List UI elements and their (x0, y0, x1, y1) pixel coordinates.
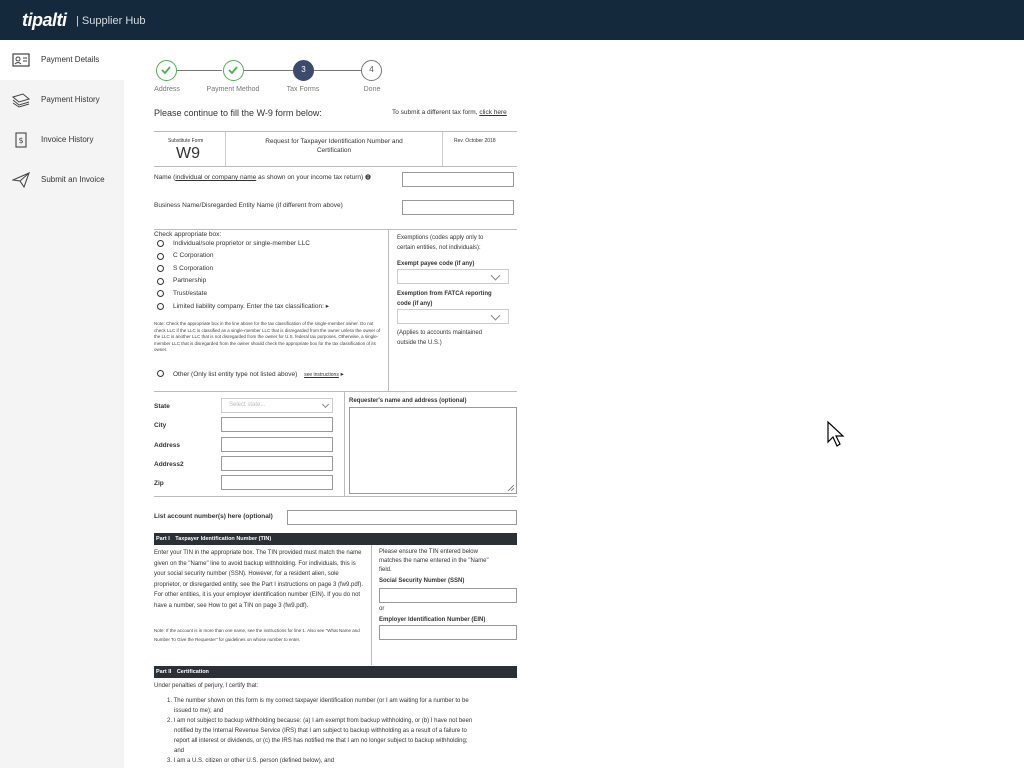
step-connector (177, 70, 222, 71)
step-payment-done-icon[interactable] (223, 60, 244, 81)
zip-label: Zip (154, 480, 164, 487)
id-card-icon (12, 52, 30, 68)
arrow-icon: ▸ (340, 371, 344, 378)
chevron-down-icon (322, 401, 329, 408)
certification-line: 3. I am a U.S. citizen or other U.S. person (defined below), and (167, 758, 335, 764)
other-label-text: Other (Only list entity type not listed above) (173, 371, 298, 378)
sidebar-item-label: Payment Details (41, 55, 100, 64)
other-label (173, 370, 344, 378)
radio-label: Limited liability company. Enter the tax classification: ▸ (173, 303, 329, 310)
account-label: List account number(s) here (optional) (154, 513, 273, 520)
radio-individual[interactable] (157, 240, 164, 247)
step-connector (314, 70, 361, 71)
applies-note (397, 329, 482, 348)
applies-note-line: outside the U.S.) (397, 339, 442, 346)
chevron-down-icon (491, 311, 501, 321)
radio-s-corporation[interactable] (157, 265, 164, 272)
different-form-text (392, 109, 507, 116)
ssn-label: Social Security Number (SSN) (379, 578, 465, 584)
radio-llc[interactable] (157, 303, 164, 310)
sidebar-item-submit-invoice[interactable] (0, 160, 124, 200)
sidebar-item-invoice-history[interactable] (0, 120, 124, 160)
divider (344, 391, 345, 496)
intro-text: Please continue to fill the W-9 form below: (154, 108, 322, 118)
step-done-pending: 4 (361, 60, 382, 81)
fatca-label-line: Exemption from FATCA reporting (397, 291, 492, 297)
certification-line: report all interest or dividends, or (c) the IRS has notified me that I am no longer subject to backup withholding; (174, 738, 468, 744)
sidebar-item-label: Invoice History (41, 135, 94, 144)
ssn-input[interactable] (379, 588, 517, 603)
see-instructions-link[interactable]: see instructions (304, 372, 339, 378)
account-input[interactable] (287, 510, 517, 525)
tin-ensure-line: Please ensure the TIN entered below (379, 549, 478, 555)
part1-text: Enter your TIN in the appropriate box. The TIN provided must match the name given on the "Name" line to avoid backup withholding. For individuals, this is your social security number (SSN). However, for a resident alien, sole proprietor, or disregarded entity, see the Part I instructions on page 3 (fw9.pdf). For other entities, it is your employer identification number (EIN). If you do not have a number, see How to get a TIN on page 3 (fw9.pdf). (154, 550, 364, 609)
state-label: State (154, 403, 170, 410)
sidebar-item-label: Payment History (41, 95, 100, 104)
address2-label: Address2 (154, 461, 184, 468)
form-title (226, 138, 442, 154)
mouse-cursor-icon (826, 420, 846, 448)
radio-other[interactable] (157, 370, 164, 377)
info-icon[interactable] (365, 174, 371, 180)
fatca-label (397, 290, 492, 309)
certification-items (167, 696, 517, 766)
part1-note: Note: If the account is in more than one name, see the instructions for line 1. Also see "What Name and Number To Give the Requester" for guidelines on whose number to enter. (154, 628, 360, 642)
step-address-done-icon[interactable] (156, 60, 177, 81)
address-input[interactable] (221, 437, 333, 452)
city-label: City (154, 422, 167, 429)
part2-bar-prefix: Part II (156, 669, 172, 675)
step-label: Done (363, 86, 381, 93)
radio-label: S Corporation (173, 265, 214, 272)
exemptions-intro (397, 234, 483, 253)
ein-label: Employer Identification Number (EIN) (379, 617, 486, 623)
send-icon (12, 172, 30, 188)
radio-trust-estate[interactable] (157, 290, 164, 297)
divider (154, 391, 517, 392)
step-label: Address (154, 86, 180, 93)
certification-line: and (174, 748, 185, 754)
divider (388, 229, 389, 391)
certification-intro: Under penalties of perjury, I certify that: (154, 683, 259, 689)
radio-c-corporation[interactable] (157, 253, 164, 260)
sidebar-item-label: Submit an Invoice (41, 175, 105, 184)
step-tax-forms-current: 3 (293, 60, 314, 81)
part2-bar-title: Certification (176, 669, 209, 675)
tipalti-logo[interactable]: tipalti (22, 10, 67, 30)
step-connector (244, 70, 293, 71)
city-input[interactable] (221, 417, 333, 432)
part2-bar (154, 666, 517, 678)
tin-ensure-line: field. (379, 567, 392, 573)
invoice-dollar-icon (12, 132, 30, 148)
exempt-payee-select[interactable] (397, 269, 509, 284)
exempt-payee-label: Exempt payee code (if any) (397, 261, 475, 267)
certification-line: 1. The number shown on this form is my correct taxpayer identification number (or I am waiting for a number to be (167, 698, 469, 704)
state-select[interactable] (221, 398, 333, 413)
chevron-down-icon (491, 271, 501, 281)
top-bar (0, 0, 1024, 40)
address2-input[interactable] (221, 456, 333, 471)
name-link[interactable]: individual or company name (175, 174, 257, 181)
classification-heading: Check appropriate box: (154, 231, 222, 238)
different-form-prefix: To submit a different tax form, (392, 109, 478, 116)
certification-line: 2. I am not subject to backup withholding because: (a) I am exempt from backup withholding, or (b) I have not been (167, 718, 473, 724)
divider (154, 496, 517, 497)
radio-label: Partnership (173, 277, 207, 284)
requester-textarea[interactable] (349, 407, 517, 494)
fatca-select[interactable] (397, 309, 509, 324)
exemptions-intro-line: Exemptions (codes apply only to (397, 235, 484, 241)
name-label-suffix: as shown on your income tax return) (256, 174, 364, 181)
click-here-link[interactable]: click here (479, 109, 507, 116)
name-input[interactable] (402, 172, 514, 187)
radio-partnership[interactable] (157, 278, 164, 285)
llc-note: Note: Check the appropriate box in the line above for the tax classification of the single-member owner. Do not check LLC if the LLC is classified as a single-member LLC that is disregarded from the owner unless the owner of the LLC is another LLC that is not disregarded from the owner for U.S. federal tax purposes. Otherwise, a single-member LLC that is disregarded from the owner should check the appropriate box for the tax classification of its owner. (154, 321, 381, 353)
or-label: or (379, 606, 385, 612)
exemptions-intro-line: certain entities, not individuals): (397, 244, 481, 251)
business-name-input[interactable] (402, 200, 514, 215)
business-name-label: Business Name/Disregarded Entity Name (if different from above) (154, 202, 343, 209)
form-title-line: Certification (316, 147, 352, 154)
sidebar-item-payment-history[interactable] (0, 80, 124, 120)
tin-ensure-line: matches the name entered in the "Name" (379, 558, 489, 564)
divider (154, 229, 517, 230)
form-name: W9 (176, 145, 200, 162)
address-label: Address (154, 442, 181, 449)
certification-line: notified by the Internal Revenue Service (IRS) that I am subject to backup withholding as a result of a failure to (174, 728, 467, 734)
radio-label: C Corporation (173, 252, 214, 259)
fatca-label-line: code (if any) (397, 300, 433, 307)
zip-input[interactable] (221, 475, 333, 490)
divider (371, 545, 372, 665)
name-label (154, 174, 371, 181)
money-stack-icon (12, 92, 30, 108)
applies-note-line: (Applies to accounts maintained (397, 330, 483, 336)
part1-bar-title: Taxpayer Identification Number (TIN) (175, 536, 272, 542)
app-name: | Supplier Hub (76, 15, 146, 27)
resize-handle-icon[interactable] (507, 484, 515, 492)
svg-text:$: $ (18, 136, 24, 145)
radio-label: Individual/sole proprietor or single-member LLC (173, 240, 310, 247)
revision-date: Rev. October 2018 (454, 138, 496, 144)
certification-line: issued to me); and (174, 708, 224, 714)
substitute-form-label: Substitute Form (168, 138, 204, 144)
ein-input[interactable] (379, 625, 517, 640)
step-label: Payment Method (206, 86, 260, 93)
sidebar-item-payment-details[interactable] (0, 40, 124, 80)
tin-ensure-note (379, 548, 489, 575)
part1-bar (154, 533, 517, 545)
requester-label: Requester's name and address (optional) (349, 398, 467, 404)
step-label: Tax Forms (286, 86, 320, 93)
state-placeholder: Select state... (229, 402, 266, 408)
name-label-prefix: Name ( (154, 174, 176, 181)
form-title-line: Request for Taxpayer Identification Number and (265, 138, 403, 145)
divider (442, 132, 443, 166)
sidebar (0, 40, 124, 768)
part1-bar-prefix: Part I (156, 536, 170, 542)
radio-label: Trust/estate (173, 290, 208, 297)
